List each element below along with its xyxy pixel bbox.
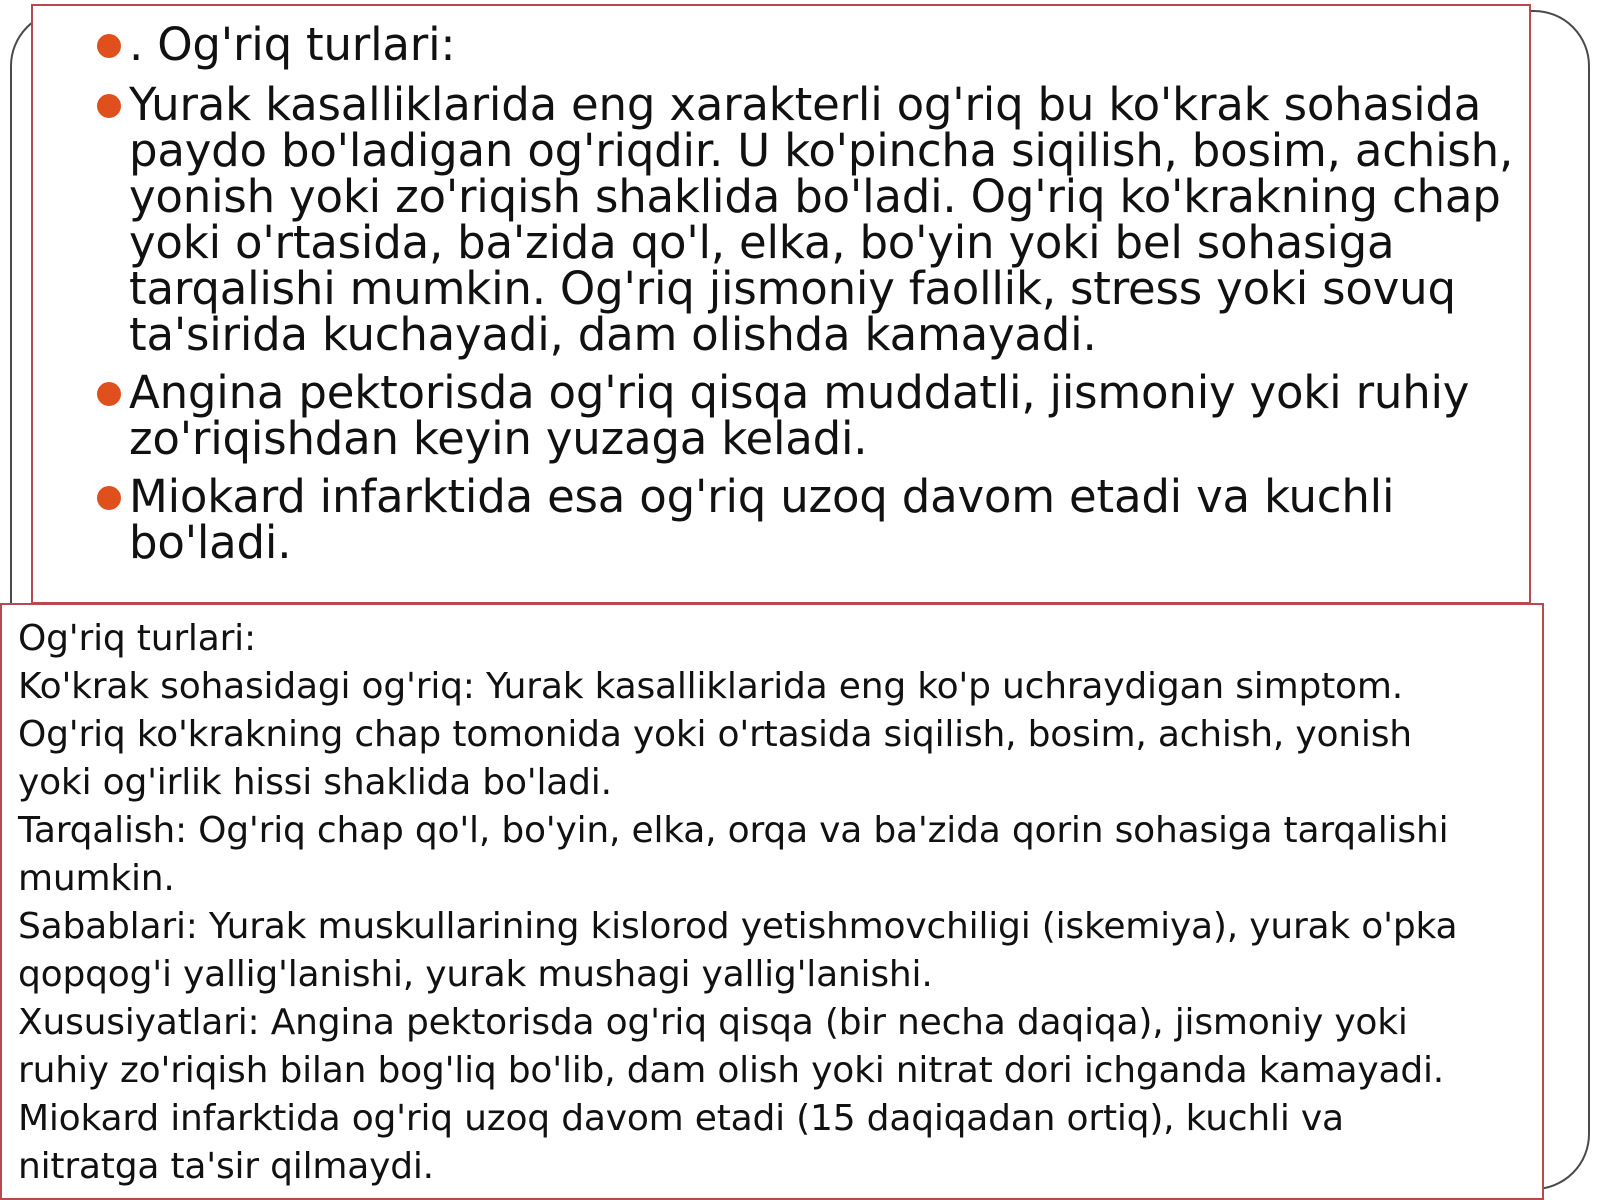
bullet-text: Angina pektorisda og'riq qisqa muddatli, jismoniy yoki ruhiy zo'riqishdan keyin yuzaga keladi. (129, 366, 1470, 465)
notes-line: mumkin. (18, 858, 175, 899)
notes-line: Miokard infarktida og'riq uzoq davom etadi (15 daqiqadan ortiq), kuchli va (18, 1098, 1344, 1139)
notes-line: nitratga ta'sir qilmaydi. (18, 1146, 434, 1187)
notes-line: Ko'krak sohasidagi og'riq: Yurak kasalliklarida eng ko'p uchraydigan simptom. (18, 666, 1403, 707)
bullet-text: Yurak kasalliklarida eng xarakterli og'riq bu ko'krak sohasida paydo bo'ladigan og'riqdir. U ko'pincha siqilish, bosim, achish, yonish yoki zo'riqish shaklida bo'ladi. Og'riq ko'krakning chap yoki o'rtasida, ba'zida qo'l, elka, bo'yin yoki bel sohasiga tarqalishi mumkin. Og'riq jismoniy faollik, stress yoki sovuq ta'sirida kuchayadi, dam olishda kamayadi. (129, 78, 1514, 361)
bullet-item (97, 78, 1527, 361)
notes-title: Og'riq turlari: (18, 618, 256, 659)
notes-line: qopqog'i yallig'lanishi, yurak mushagi yallig'lanishi. (18, 954, 933, 995)
bullet-dot-icon (97, 34, 121, 58)
notes-line: Og'riq ko'krakning chap tomonida yoki o'rtasida siqilish, bosim, achish, yonish (18, 714, 1412, 755)
notes-line: Sabablari: Yurak muskullarining kislorod yetishmovchiligi (iskemiya), yurak o'pka (18, 906, 1458, 947)
notes-line: Tarqalish: Og'riq chap qo'l, bo'yin, elka, orqa va ba'zida qorin sohasiga tarqalishi (18, 810, 1449, 851)
bullet-item (97, 470, 1527, 569)
notes-box (0, 603, 1544, 1200)
bullet-dot-icon (97, 382, 121, 406)
bullet-dot-icon (97, 486, 121, 510)
slide-content-box (31, 4, 1531, 604)
bullet-item (97, 366, 1527, 465)
notes-line: Xususiyatlari: Angina pektorisda og'riq qisqa (bir necha daqiqa), jismoniy yoki (18, 1002, 1408, 1043)
bullet-dot-icon (97, 94, 121, 118)
bullet-item (97, 18, 1527, 71)
notes-line: yoki og'irlik hissi shaklida bo'ladi. (18, 762, 612, 803)
bullet-text: Miokard infarktida esa og'riq uzoq davom etadi va kuchli bo'ladi. (129, 470, 1395, 569)
notes-line: ruhiy zo'riqish bilan bog'liq bo'lib, dam olish yoki nitrat dori ichganda kamayadi. (18, 1050, 1445, 1091)
bullet-text: . Og'riq turlari: (129, 18, 456, 71)
